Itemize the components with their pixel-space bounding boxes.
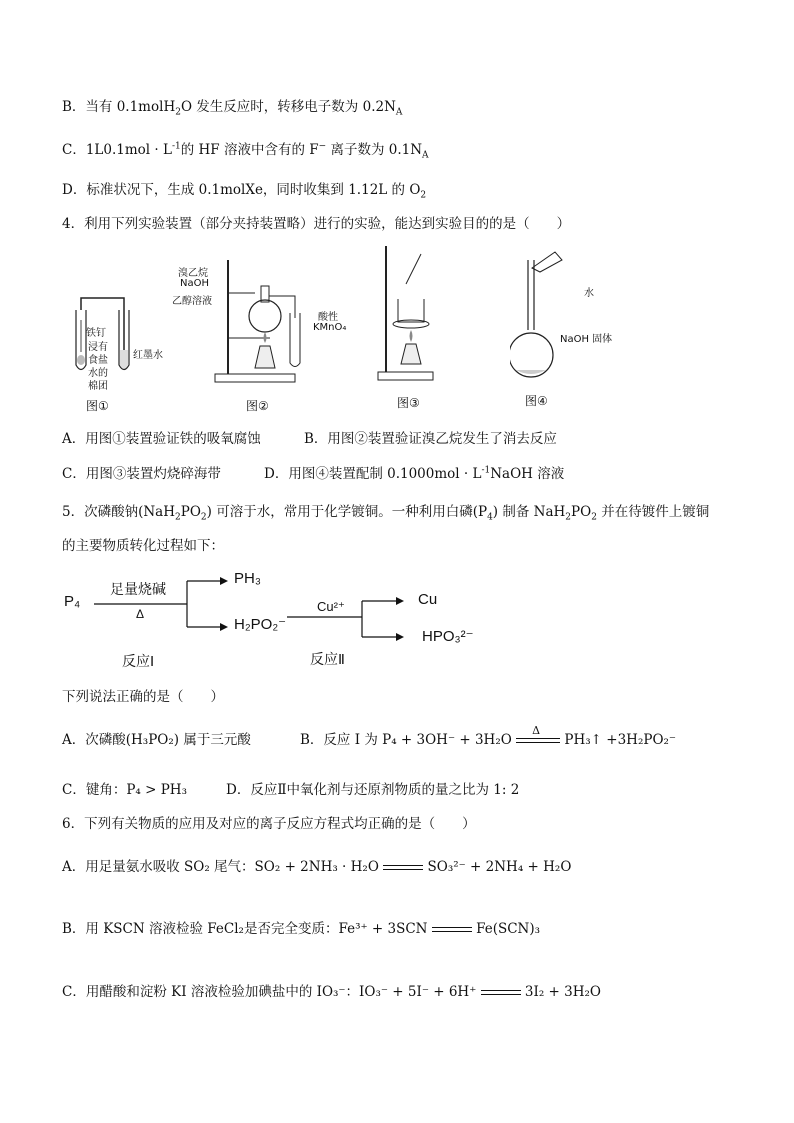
fig2-label-kmno4: KMnO₄ xyxy=(313,322,347,333)
q5a-pre: A．次磷酸 xyxy=(62,732,126,748)
q5-t10: ) xyxy=(492,504,499,520)
q5-t5: 2 xyxy=(200,512,207,523)
q5-stem-line2: 的主要物质转化过程如下： xyxy=(62,538,224,554)
q3b-suba: A xyxy=(395,107,403,118)
q4-option-b: B．用图②装置验证溴乙烷发生了消去反应 xyxy=(304,431,557,447)
q3b-text2: O 发生反应时，转移电子数为 0.2N xyxy=(180,99,396,115)
fig1-label-redink: 红墨水 xyxy=(133,350,163,361)
q5-t15: 并在待镀件上镀铜 xyxy=(596,504,710,520)
scheme-cu2plus: Cu²⁺ xyxy=(317,599,345,614)
scheme-ph3: PH₃ xyxy=(234,570,261,587)
fig1-label-cotton: 棉团 xyxy=(88,381,108,392)
fig1-label-nail: 铁钉 xyxy=(86,328,106,339)
q3c-supminus: − xyxy=(318,141,327,152)
q6-option-a xyxy=(62,858,571,876)
q6c-pre: C．用醋酸和淀粉 KI 溶液检验加碘盐中的 IO₃⁻：IO₃⁻ + 5I⁻ + 6H⁺ xyxy=(62,984,477,1000)
q6a-equals xyxy=(383,865,423,870)
figure-2-apparatus xyxy=(210,258,320,388)
q3b-sub: 2 xyxy=(175,107,181,118)
q3-option-c xyxy=(62,141,429,159)
q3b-text: B．当有 0.1mol xyxy=(62,99,164,115)
q4-option-c: C．用图③装置灼烧碎海带 xyxy=(62,466,221,482)
q3c-mid: 的 HF 溶液中含有的 F xyxy=(180,142,319,158)
q6-stem: 6．下列有关物质的应用及对应的离子反应方程式均正确的是（ ） xyxy=(62,816,476,832)
q6c-equals xyxy=(481,990,521,995)
q5b-delta: Δ xyxy=(532,723,541,737)
q5-t6: ) xyxy=(206,504,212,520)
q5-t1: 5．次磷酸钠 xyxy=(62,504,139,520)
q6c-post: 3I₂ + 3H₂O xyxy=(524,984,601,1000)
fig2-label-naoh: NaOH xyxy=(180,278,209,289)
q5-t3: 2 xyxy=(175,512,181,523)
q6a-post: SO₃²⁻ + 2NH₄ + H₂O xyxy=(427,859,572,875)
q5-t8: (P xyxy=(472,504,488,520)
scheme-label-1: 反应Ⅰ xyxy=(122,653,155,669)
q3d-sub: 2 xyxy=(420,190,427,201)
fig2-label-ethanol: 乙醇溶液 xyxy=(172,296,212,307)
q5b-post: PH₃↑ +3H₂PO₂⁻ xyxy=(564,732,677,748)
figure-4-apparatus xyxy=(510,250,570,385)
fig1-label-salt: 食盐 xyxy=(88,355,108,366)
q3c-post: 离子数为 0.1N xyxy=(326,142,423,158)
q5a-mid: (H₃PO₂) xyxy=(125,732,180,748)
q4-option-d xyxy=(264,465,564,483)
fig1-label-soak: 浸有 xyxy=(88,342,108,353)
q3c-suba: A xyxy=(422,150,429,161)
q5-question: 下列说法正确的是（ ） xyxy=(62,689,224,705)
q5-t13: PO xyxy=(571,504,592,520)
fig1-caption: 图① xyxy=(86,399,109,413)
q5-t7: 可溶于水，常用于化学镀铜。一种利用白磷 xyxy=(211,504,473,520)
q5b-equals-bar xyxy=(516,738,560,743)
q5-stem-line1 xyxy=(62,503,709,521)
q5-t14: 2 xyxy=(591,512,597,523)
q4d-text: D．用图④装置配制 0.1000mol · L xyxy=(264,466,482,482)
scheme-label-2: 反应Ⅱ xyxy=(310,651,345,667)
q3-option-d xyxy=(62,181,426,199)
q5-option-b xyxy=(300,723,677,749)
q5-t11: 制备 NaH xyxy=(498,504,566,520)
q6-option-c xyxy=(62,983,601,1001)
scheme-cond-base: 足量烧碱 xyxy=(110,581,166,597)
q5-option-d: D．反应Ⅱ中氧化剂与还原剂物质的量之比为 1: 2 xyxy=(226,782,520,798)
q3d-text: D．标准状况下，生成 0.1molXe，同时收集到 1.12L 的 O xyxy=(62,182,421,198)
fig2-label-acidic: 酸性 xyxy=(318,312,338,323)
fig4-label-water: 水 xyxy=(584,288,594,299)
scheme-cond-heat: Δ xyxy=(136,607,145,621)
q5b-equals-heat xyxy=(516,723,560,746)
q5-option-a xyxy=(62,731,251,749)
q5-t12: 2 xyxy=(565,512,572,523)
q5-option-c: C．键角：P₄ > PH₃ xyxy=(62,782,187,798)
fig2-caption: 图② xyxy=(246,399,269,413)
q6b-pre: B．用 KSCN 溶液检验 FeCl₂是否完全变质：Fe³⁺ + 3SCN xyxy=(62,921,428,937)
q4-option-a: A．用图①装置验证铁的吸氧腐蚀 xyxy=(62,431,261,447)
scheme-p4: P₄ xyxy=(64,593,81,610)
scheme-cu: Cu xyxy=(418,591,438,608)
q4-stem: 4．利用下列实验装置（部分夹持装置略）进行的实验，能达到实验目的的是（ ） xyxy=(62,216,571,232)
scheme-hpo3: HPO₃²⁻ xyxy=(422,628,474,645)
q4d-sup: -1 xyxy=(481,465,491,476)
q3c-sup: -1 xyxy=(171,141,181,152)
q5-t2: (NaH xyxy=(138,504,175,520)
q3c-text: C．1L0.1mol · L xyxy=(62,142,172,158)
q5-t9: 4 xyxy=(487,512,493,523)
fig2-label-bromoethane: 溴乙烷 xyxy=(178,268,208,279)
q5-t4: PO xyxy=(180,504,201,520)
fig4-caption: 图④ xyxy=(525,394,548,408)
q6a-pre: A．用足量氨水吸收 SO₂ 尾气：SO₂ + 2NH₃ · H₂O xyxy=(62,859,379,875)
q6b-equals xyxy=(432,927,472,932)
q6b-post: Fe(SCN)₃ xyxy=(476,921,541,937)
scheme-h2po2: H₂PO₂⁻ xyxy=(234,616,287,633)
q3b-h: H xyxy=(163,99,176,115)
figure-3-apparatus xyxy=(376,244,436,384)
fig4-label-naoh-solid: NaOH 固体 xyxy=(560,334,613,345)
q4d-post: NaOH 溶液 xyxy=(490,466,565,482)
q3-option-b xyxy=(62,98,402,116)
fig1-label-water: 水的 xyxy=(88,368,108,379)
q5a-post: 属于三元酸 xyxy=(179,732,251,748)
q6-option-b xyxy=(62,920,540,938)
reaction-scheme xyxy=(62,565,502,675)
fig3-caption: 图③ xyxy=(397,396,420,410)
q5b-pre: B．反应 I 为 P₄ + 3OH⁻ + 3H₂O xyxy=(300,732,512,748)
